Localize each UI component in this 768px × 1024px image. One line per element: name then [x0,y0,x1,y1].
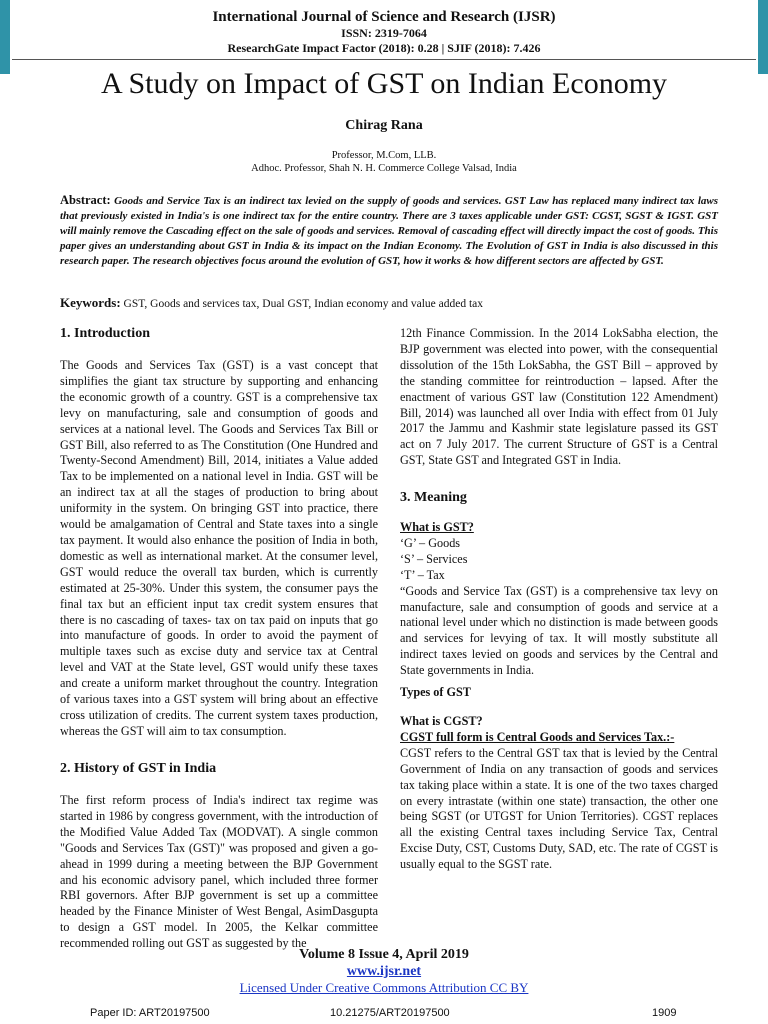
keywords-label: Keywords: [60,295,121,310]
cgst-text: CGST refers to the Central GST tax that is levied by the Central Government of India on any transaction of goods and services tax taking place within a state. It is one of the two taxes charged on every intrastate (within one state) transaction, the other one being SGST (or UTGST for Union Territories). CGST replaces all the existing Central taxes including Service Tax, Central Excise Duty, CST, Customs Duty, SAD, etc. The rate of CGST is usually equal to the SGST rate. [400,745,718,872]
meaning-text: “Goods and Service Tax (GST) is a comprehensive tax levy on manufacture, sale and consumption of goods and service at a national level under which no distinction is made between goods and services for levying of tax. It will mostly substitute all indirect taxes levied on goods and services by the Central and State governments in India. [400,583,718,678]
abstract [60,193,718,269]
page-footer [0,946,768,996]
volume-info: Volume 8 Issue 4, April 2019 [299,947,469,962]
abstract-label: Abstract: [60,193,111,207]
section-heading-history: 2. History of GST in India [60,761,217,776]
types-of-gst-heading: Types of GST [400,685,471,699]
affiliation-line: Adhoc. Professor, Shah N. H. Commerce College Valsad, India [251,163,517,174]
gst-letter-s: ‘S’ – Services [400,551,468,566]
what-is-gst-block [400,520,718,679]
history-continued-text: 12th Finance Commission. In the 2014 LokSabha election, the BJP government was elected into power, with the consequential dissolution of the 15th LokSabha, the GST Bill – approved by the standing committee for reintroduction – lapsed. After the enactment of various GST law (Constitution 122 Amendment) Bill, 2014) was launched all over India with effect from 01 July 2017 the Jammu and Kashmir state legislature passed its GST act on 7 July 2017. The current Structure of GST is a Central GST, State GST and Integrated GST in India. [400,326,718,468]
license-link[interactable]: Licensed Under Creative Commons Attribution CC BY [239,980,529,995]
author-affiliation [0,149,768,175]
journal-issn: ISSN: 2319-7064 [341,26,427,40]
section-heading-introduction: 1. Introduction [60,326,150,341]
page-number: 1909 [652,1007,677,1019]
journal-impact-factor: ResearchGate Impact Factor (2018): 0.28 | SJIF (2018): 7.426 [227,41,541,55]
keywords [60,295,718,311]
doi: 10.21275/ART20197500 [330,1007,450,1019]
journal-name: International Journal of Science and Research (IJSR) [212,9,556,25]
header-divider [12,59,756,60]
abstract-text: Goods and Service Tax is an indirect tax levied on the supply of goods and services. GST Law has replaced many indirect tax laws that previously existed in India's is one indirect tax for the entire country. There are 3 taxes applicable under GST: CGST, SGST & IGST. GST will mainly remove the Cascading effect on the sale of goods and services. Removal of cascading effect will directly impact the cost of goods. This paper gives an understanding about GST in India & its impact on the Indian Economy. The Evolution of GST in India is also discussed in this research paper. The research objectives focus around the evolution of GST, how it works & how different sectors are affected by GST. [60,195,718,267]
journal-website-link[interactable]: www.ijsr.net [346,964,422,979]
affiliation-line: Professor, M.Com, LLB. [331,150,437,161]
author-name: Chirag Rana [345,118,423,133]
what-is-cgst-heading: What is CGST? [400,714,483,728]
section-heading-meaning: 3. Meaning [400,490,467,505]
keywords-text: GST, Goods and services tax, Dual GST, Indian economy and value added tax [123,298,484,310]
gst-letter-g: ‘G’ – Goods [400,535,461,550]
what-is-gst-heading: What is GST? [400,520,474,534]
history-text: The first reform process of India's indirect tax regime was started in 1986 by congress government, with the introduction of the Modified Value Added Tax (MODVAT). A single common "Goods and Services Tax (GST)" was proposed and given a go-ahead in 1999 during a meeting between the BJP Government and his economic advisory panel, which included three former RBI governors. After BJP government is set up a committee headed by the Finance Minister of West Bengal, AsimDasgupta to design a GST model. In 2005, the Kelkar committee recommended rolling out GST as suggested by the [60,793,378,951]
introduction-text: The Goods and Services Tax (GST) is a vast concept that simplifies the giant tax structure by supporting and enhancing the economic growth of a country. GST is a comprehensive tax levy on manufacturing, sale and consumption of goods and services at a national level. The Goods and Services Tax Bill or GST Bill, also referred to as The Constitution (One Hundred and Twenty-Second Amendment) Bill, 2014, initiates a Value added Tax to be implemented on a national level in India. GST will be an indirect tax at all the stages of production to bring about uniformity in the system. On bringing GST into practice, there would be amalgamation of Central and State taxes into a single tax payment. It would also enhance the position of India in both, domestic as well as international market. At the consumer level, GST would reduce the overall tax burden, which is currently estimated at 25-30%. Under this system, the consumer pays the final tax but an efficient input tax credit system ensures that there is no cascading of taxes- tax on tax paid on inputs that go into manufacture of goods. In order to avoid the payment of multiple taxes such as excise duty and service tax at Central level and VAT at the State level, GST would unify these taxes and create a uniform market throughout the country. Integration of various taxes into a GST system will bring about an effective cross utilization of credits. The current system taxes production, whereas the GST will aim to tax consumption. [60,358,378,738]
journal-header [0,8,768,56]
paper-id: Paper ID: ART20197500 [90,1007,210,1019]
cgst-block [400,714,718,873]
cgst-full-form: CGST full form is Central Goods and Services Tax.:- [400,729,675,744]
paper-title: A Study on Impact of GST on Indian Economy [100,67,668,100]
gst-letter-t: ‘T’ – Tax [400,567,445,582]
